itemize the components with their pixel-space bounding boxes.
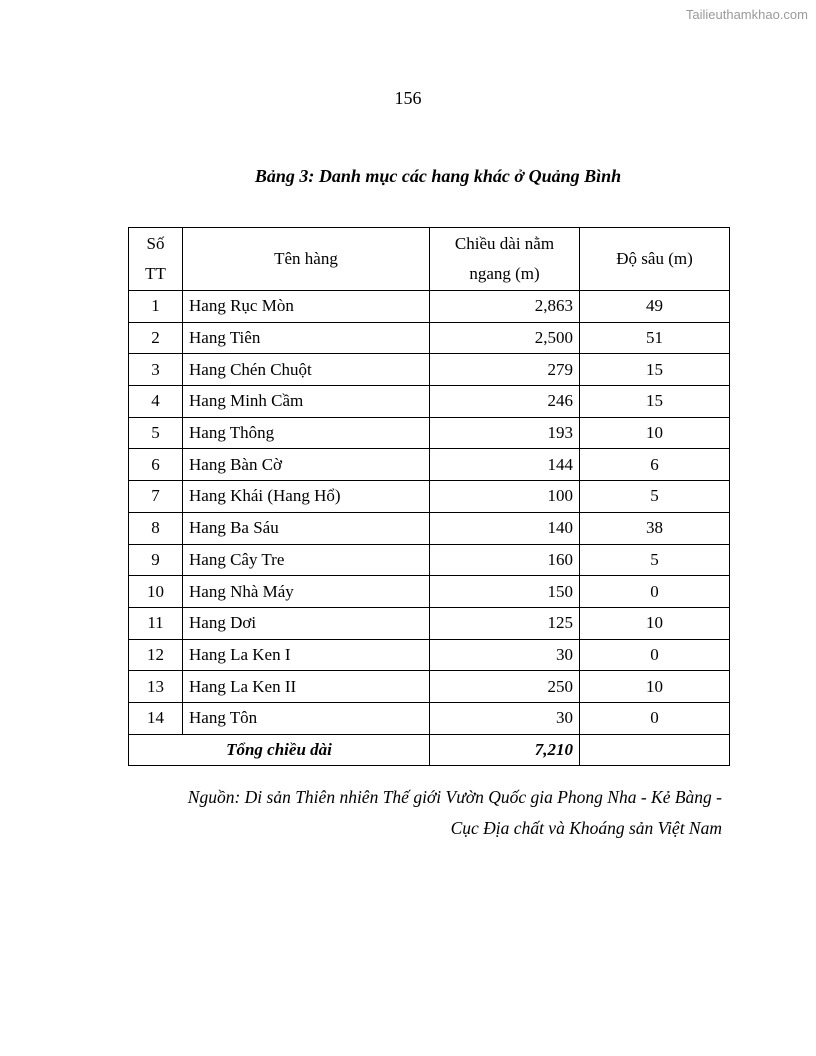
cell-name: Hang Tôn [183,702,430,734]
cell-name: Hang Bàn Cờ [183,449,430,481]
table-row [129,512,730,544]
cell-no: 7 [129,481,183,513]
cell-no: 8 [129,512,183,544]
cell-depth: 0 [580,702,730,734]
cell-length: 160 [430,544,580,576]
table-row [129,354,730,386]
cell-length: 250 [430,671,580,703]
cell-length: 193 [430,417,580,449]
caves-table [128,227,730,766]
table-row [129,449,730,481]
page-number: 156 [394,88,422,108]
cell-name: Hang Khái (Hang Hổ) [183,481,430,513]
cell-no: 2 [129,322,183,354]
total-row [129,734,730,766]
cell-depth: 10 [580,417,730,449]
cell-depth: 5 [580,544,730,576]
cell-name: Hang Nhà Máy [183,576,430,608]
cell-name: Hang Rục Mòn [183,291,430,323]
total-depth [580,734,730,766]
cell-no: 13 [129,671,183,703]
cell-length: 246 [430,386,580,418]
cell-length: 30 [430,702,580,734]
cell-depth: 49 [580,291,730,323]
table-row [129,322,730,354]
cell-length: 100 [430,481,580,513]
cell-name: Hang Dơi [183,607,430,639]
table-row [129,671,730,703]
cell-no: 11 [129,607,183,639]
cell-depth: 10 [580,607,730,639]
cell-length: 140 [430,512,580,544]
source-note: Nguồn: Di sản Thiên nhiên Thế giới Vườn Quốc gia Phong Nha - Kẻ Bàng - Cục Địa chất và Khoáng sản Việt Nam [187,787,722,838]
total-length: 7,210 [430,734,580,766]
cell-no: 5 [129,417,183,449]
table-row [129,481,730,513]
cell-name: Hang Thông [183,417,430,449]
table-row [129,702,730,734]
cell-length: 125 [430,607,580,639]
cell-length: 2,863 [430,291,580,323]
header-name: Tên hàng [183,228,430,291]
cell-no: 9 [129,544,183,576]
table-row [129,544,730,576]
cell-length: 30 [430,639,580,671]
cell-depth: 10 [580,671,730,703]
cell-name: Hang Ba Sáu [183,512,430,544]
watermark: Tailieuthamkhao.com [685,7,808,22]
table-row [129,639,730,671]
cell-depth: 51 [580,322,730,354]
cell-depth: 0 [580,576,730,608]
cell-no: 3 [129,354,183,386]
cell-depth: 6 [580,449,730,481]
table-header-row [129,228,730,291]
cell-no: 6 [129,449,183,481]
table-row [129,386,730,418]
cell-no: 4 [129,386,183,418]
cell-depth: 5 [580,481,730,513]
table-row [129,417,730,449]
cell-length: 2,500 [430,322,580,354]
cell-name: Hang Minh Cầm [183,386,430,418]
cell-depth: 15 [580,386,730,418]
cell-length: 279 [430,354,580,386]
cell-name: Hang Tiên [183,322,430,354]
header-depth: Độ sâu (m) [580,228,730,291]
table-title: Bảng 3: Danh mục các hang khác ở Quảng Bình [254,166,622,186]
table-row [129,291,730,323]
cell-name: Hang Chén Chuột [183,354,430,386]
cell-no: 10 [129,576,183,608]
cell-no: 1 [129,291,183,323]
cell-depth: 15 [580,354,730,386]
cell-length: 144 [430,449,580,481]
header-length: Chiều dài nằm ngang (m) [430,228,580,291]
cell-no: 12 [129,639,183,671]
table-row [129,576,730,608]
cell-name: Hang La Ken II [183,671,430,703]
cell-depth: 0 [580,639,730,671]
total-label: Tổng chiều dài [129,734,430,766]
table-row [129,607,730,639]
cell-no: 14 [129,702,183,734]
cell-name: Hang La Ken I [183,639,430,671]
cell-name: Hang Cây Tre [183,544,430,576]
cell-length: 150 [430,576,580,608]
header-no: Số TT [129,228,183,291]
cell-depth: 38 [580,512,730,544]
